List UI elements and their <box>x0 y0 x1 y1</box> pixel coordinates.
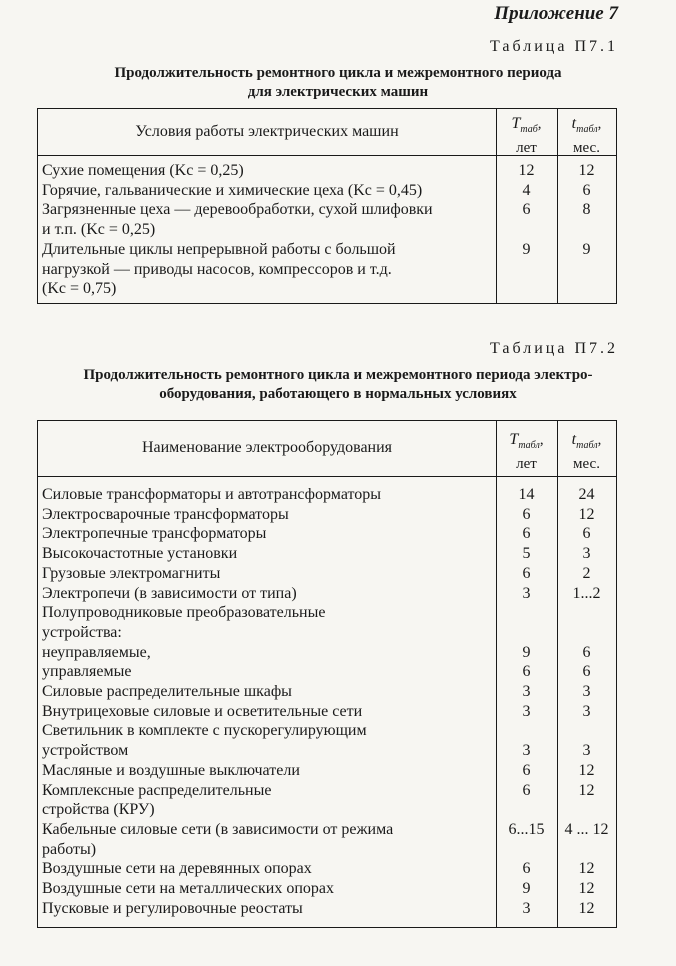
row-name-line: Горячие, гальванические и химические цеха (Kс = 0,45) <box>42 181 423 199</box>
row-name-line: Высокочастотные установки <box>42 545 238 563</box>
row-name-line: Силовые распределительные шкафы <box>42 683 292 701</box>
row-name-line: Полупроводниковые преобразовательные <box>42 604 326 622</box>
row-period-value: 2 <box>582 564 591 582</box>
row-name-line: Комплексные распределительные <box>42 781 272 799</box>
table1-header-cycle: $T_{таб}$, лет <box>511 115 542 156</box>
row-cycle-value: 3 <box>522 584 531 602</box>
row-period-value: 3 <box>582 683 591 701</box>
row-name-line: Электропечные трансформаторы <box>42 525 267 543</box>
row-name-line: Пусковые и регулировочные реостаты <box>42 899 303 917</box>
table-row <box>42 181 616 201</box>
table-row <box>42 240 616 299</box>
row-period-value: 6 <box>582 663 591 681</box>
row-cycle-value: 3 <box>522 702 531 720</box>
table-row <box>42 544 616 564</box>
row-period-value: 8 <box>582 201 591 219</box>
table-row <box>42 781 616 820</box>
table2-body <box>42 485 616 918</box>
table2-header-period: $t_{табл}$, мес. <box>571 431 602 472</box>
row-cycle-value: 5 <box>522 545 531 563</box>
row-name-line: Загрязненные цеха — деревообработки, сухой шлифовки <box>42 201 433 219</box>
row-cycle-value: 6 <box>522 564 531 582</box>
row-name-line: Электросварочные трансформаторы <box>42 505 289 523</box>
table-row <box>42 662 616 682</box>
row-cycle-value: 6 <box>522 201 531 219</box>
table-row <box>42 682 616 702</box>
row-cycle-value: 9 <box>522 880 531 898</box>
table-row <box>42 161 616 181</box>
row-cycle-value: 4 <box>522 181 531 199</box>
row-period-value: 3 <box>582 742 591 760</box>
row-name-line: Грузовые электромагниты <box>42 564 221 582</box>
row-name-line: стройства (КРУ) <box>42 801 155 819</box>
row-cycle-value: 6 <box>522 761 531 779</box>
table-row <box>42 564 616 584</box>
table2-caption <box>0 366 676 404</box>
row-period-value: 12 <box>578 781 595 799</box>
row-cycle-value: 6 <box>522 525 531 543</box>
row-period-value: 4 ... 12 <box>564 820 609 838</box>
table-row <box>42 200 616 239</box>
table2-header-cycle: $T_{табл}$, лет <box>509 431 544 472</box>
row-name-line: Воздушные сети на металлических опорах <box>42 880 335 898</box>
row-period-value: 9 <box>582 240 591 258</box>
row-name-line: неуправляемые, <box>42 643 151 661</box>
table1-header-condition: Условия работы электрических машин <box>135 123 399 140</box>
table-row <box>42 524 616 544</box>
table-row <box>42 899 616 919</box>
table1-label: Таблица П7.1 <box>490 38 618 55</box>
row-cycle-value: 3 <box>522 899 531 917</box>
row-name-line: управляемые <box>42 663 132 681</box>
row-cycle-value: 3 <box>522 683 531 701</box>
table-row <box>42 505 616 525</box>
row-name-line: Воздушные сети на деревянных опорах <box>42 860 312 878</box>
row-period-value: 3 <box>582 545 591 563</box>
row-cycle-value: 3 <box>522 742 531 760</box>
table1-caption-line: Продолжительность ремонтного цикла и межремонтного периода <box>114 65 562 81</box>
row-name-line: (Kс = 0,75) <box>42 280 117 298</box>
table-row <box>42 879 616 899</box>
row-period-value: 6 <box>582 525 591 543</box>
row-cycle-value: 9 <box>522 240 531 258</box>
row-cycle-value: 6 <box>522 505 531 523</box>
table2 <box>37 420 617 928</box>
table1-header-period: $t_{табл}$, мес. <box>571 115 602 156</box>
row-cycle-value: 14 <box>518 486 535 503</box>
row-name-line: Светильник в комплекте с пускорегулирующим <box>42 722 367 740</box>
row-period-value: 1...2 <box>572 584 601 602</box>
table-row <box>42 584 616 604</box>
table-row <box>42 721 616 760</box>
table1 <box>37 108 617 304</box>
row-period-value: 24 <box>578 486 595 503</box>
row-period-value: 6 <box>582 181 591 199</box>
table1-caption <box>0 64 676 102</box>
row-name-line: устройством <box>42 742 129 760</box>
row-name-line: Внутрицеховые силовые и осветительные сети <box>42 702 363 720</box>
row-name-line: Масляные и воздушные выключатели <box>42 761 300 779</box>
row-name <box>42 603 616 642</box>
row-cycle-value: 6 <box>522 781 531 799</box>
table-row <box>42 643 616 663</box>
row-cycle-value: 9 <box>522 643 531 661</box>
row-name-line: Длительные циклы непрерывной работы с большой <box>42 240 396 258</box>
table-row <box>42 485 616 505</box>
row-name-line: нагрузкой — приводы насосов, компрессоров и т.д. <box>42 260 392 278</box>
row-name-line: Электропечи (в зависимости от типа) <box>42 584 297 602</box>
table-row <box>42 761 616 781</box>
table-row <box>42 820 616 859</box>
row-cycle-value: 12 <box>518 162 535 179</box>
table1-caption-line: для электрических машин <box>247 84 429 100</box>
row-cycle-value: 6 <box>522 860 531 878</box>
appendix-title: Приложение 7 <box>494 3 618 24</box>
row-name-line: Сухие помещения (Kс = 0,25) <box>42 162 244 179</box>
table-row <box>42 603 616 642</box>
row-name-line: работы) <box>42 840 97 858</box>
table1-body <box>42 161 616 299</box>
table2-caption-line: оборудования, работающего в нормальных условиях <box>159 386 517 402</box>
table2-label: Таблица П7.2 <box>490 340 618 357</box>
row-period-value: 3 <box>582 702 591 720</box>
row-name-line: Кабельные силовые сети (в зависимости от режима <box>42 820 394 838</box>
row-cycle-value: 6 <box>522 663 531 681</box>
row-name-line: устройства: <box>42 623 122 641</box>
row-period-value: 12 <box>578 860 595 878</box>
row-period-value: 12 <box>578 162 595 179</box>
row-cycle-value: 6...15 <box>508 820 545 838</box>
table2-caption-line: Продолжительность ремонтного цикла и межремонтного периода электро- <box>83 367 593 383</box>
row-name-line: Силовые трансформаторы и автотрансформаторы <box>42 486 382 503</box>
table2-header-equipment: Наименование электрооборудования <box>141 439 393 456</box>
row-period-value: 6 <box>582 643 591 661</box>
row-period-value: 12 <box>578 505 595 523</box>
table-row <box>42 702 616 722</box>
row-period-value: 12 <box>578 761 595 779</box>
row-period-value: 12 <box>578 899 595 917</box>
table-row <box>42 859 616 879</box>
row-period-value: 12 <box>578 880 595 898</box>
row-name-line: и т.п. (Kс = 0,25) <box>42 221 156 239</box>
